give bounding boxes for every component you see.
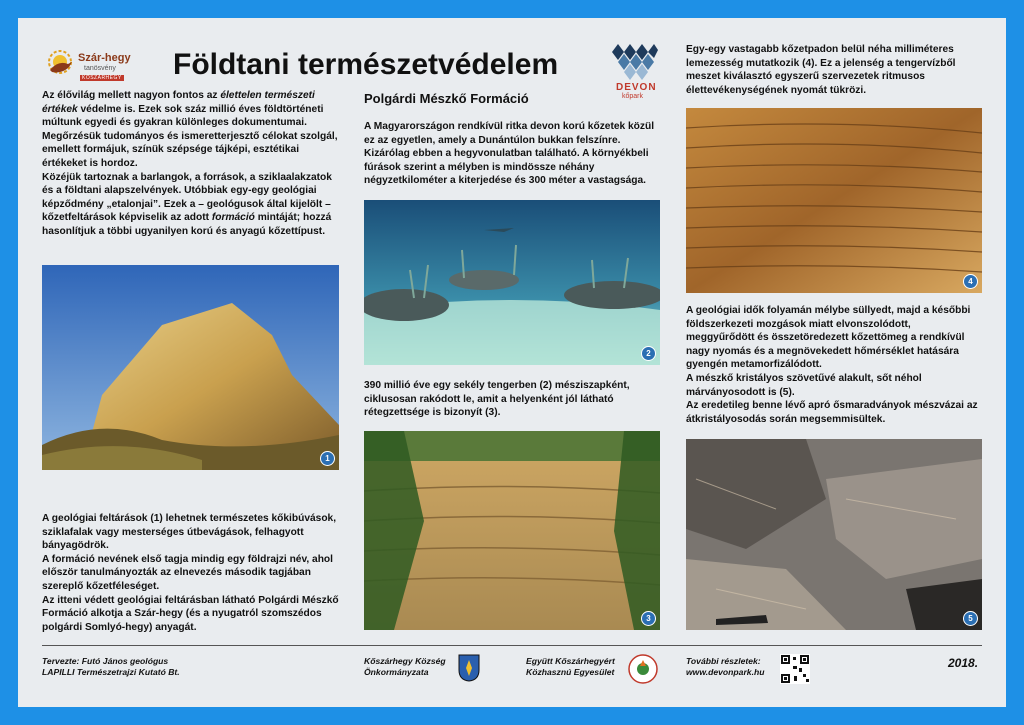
association-logo-icon [628, 654, 658, 684]
website-link[interactable]: www.devonpark.hu [686, 667, 765, 677]
photo-1-quarry-cliff [42, 265, 339, 470]
devon-kopark-logo [610, 42, 658, 102]
photo-2-devon-sea-illustration [364, 200, 660, 365]
left-bottom-paragraph-2: A formáció nevének első tagja mindig egy földrajzi név, ahol először tanulmányozták az elnevezés második tagjában szereplő kőzetféleséget. [42, 553, 333, 592]
photo-number-badge: 2 [641, 346, 656, 361]
intro-paragraph-2: Közéjük tartoznak a barlangok, a források, a sziklaalakzatok és a földtani alapszelvények. Utóbbiak egy-egy geológiai képződmény „etalonjai”. Ezek a – geológusok által kijelölt – kőzetfeltárások képviselik az adott formáció mintáját; hozzá hasonlítjuk a többi ugyanilyen korú és anyagú kőzettípust. [42, 171, 332, 237]
footer-year: 2018. [948, 656, 979, 670]
logo-title: Szár-hegy [78, 52, 131, 64]
section-subtitle: Polgárdi Mészkő Formáció [364, 91, 529, 106]
right-top-text [686, 43, 982, 97]
footer-association: Együtt Kőszárhegyért Közhasznú Egyesület [526, 656, 615, 677]
middle-mid-text [364, 379, 660, 420]
devon-logo-title: DEVON [616, 82, 657, 93]
photo-3-layered-rock-wall [364, 431, 660, 630]
middle-paragraph-1: A Magyarországon rendkívül ritka devon korú kőzetek közül ez az egyetlen, amely a Dunántúlon bukkan felszínre. Kizárólag ebben a hegyvonulatban található. A környékbeli fúrások szerint a mélyben is mindössze néhány négyzetkilométer a kiterjedése és 300 méter a vastagsága. [364, 121, 655, 187]
devon-logo-subtitle: kőpark [622, 93, 644, 100]
photo-4-laminated-limestone [686, 108, 982, 293]
logo-subtitle: tanösvény [84, 65, 116, 72]
photo-number-badge: 4 [963, 274, 978, 289]
footer-divider [42, 645, 982, 646]
information-board [18, 18, 1006, 707]
footer-designer: Tervezte: Futó János geológus LAPILLI Természetrajzi Kutató Bt. [42, 656, 180, 677]
page-title: Földtani természetvédelem [173, 48, 559, 81]
right-paragraph-3: A mészkő kristályos szövetűvé alakult, sőt néhol márványosodott is (5). [686, 372, 922, 398]
szar-hegy-logo [42, 44, 132, 86]
intro-paragraph-1: Az élővilág mellett nagyon fontos az élettelen természeti értékek védelme is. Ezek sok száz millió éves földtörténeti múltunk egyedi és gyakran különleges dokumentumai. Megőrzésük tudományos és ismeretterjesztő célokat szolgál, emellett formájuk, színük szépsége tájképi, esztétikai értékeket is hordoz. [42, 90, 338, 169]
qr-code-icon[interactable] [780, 654, 810, 684]
footer-more-info: További részletek: www.devonpark.hu [686, 656, 786, 678]
municipality-coat-of-arms-icon [458, 654, 480, 682]
photo-number-badge: 5 [963, 611, 978, 626]
photo-5-marbled-rock [686, 439, 982, 630]
right-paragraph-4: Az eredetileg benne lévő apró ősmaradványok mészvázai az átkristályosodás során megsemmisültek. [686, 400, 978, 425]
photo-number-badge: 1 [320, 451, 335, 466]
right-mid-text [686, 304, 982, 426]
photo-number-badge: 3 [641, 611, 656, 626]
diamond-pattern-icon [610, 42, 658, 82]
middle-top-text [364, 120, 660, 188]
left-bottom-text [42, 512, 339, 634]
logo-tagline: KŐSZÁRHEGY [82, 75, 122, 81]
left-bottom-paragraph-3: Az itteni védett geológiai feltárásban látható Polgárdi Mészkő Formáció alkotja a Szár-hegy (és a nyugatról szomszédos polgárdi Somlyó-hegy) anyagát. [42, 594, 339, 633]
right-paragraph-2: A geológiai idők folyamán mélybe süllyedt, majd a későbbi földszerkezeti mozgások miatt elvonszolódott, meggyűrődött és összetöredezett kőzettömeg a rendkívül nagy nyomás és a megnövekedett hőmérséklet hatására gyengén metamorfizálódott. [686, 305, 971, 371]
footer-municipality: Kőszárhegy Község Önkormányzata [364, 656, 446, 677]
intro-text [42, 89, 339, 239]
right-paragraph-1: Egy-egy vastagabb kőzetpadon belül néha milliméteres lemezesség mutatkozik (4). Ez a jelenség a tengervízből meszet kiválasztó egyszerű szervezetek ritmusos élettevékenységének nyomát tükrözi. [686, 44, 956, 96]
left-bottom-paragraph-1: A geológiai feltárások (1) lehetnek természetes kőkibúvások, sziklafalak vagy mesterséges útbevágások, felhagyott bányagödrök. [42, 513, 337, 552]
middle-paragraph-2: 390 millió éve egy sekély tengerben (2) mésziszapként, ciklusosan rakódott le, amit a helyenként jól látható rétegzettsége is bizonyít (3). [364, 380, 630, 419]
